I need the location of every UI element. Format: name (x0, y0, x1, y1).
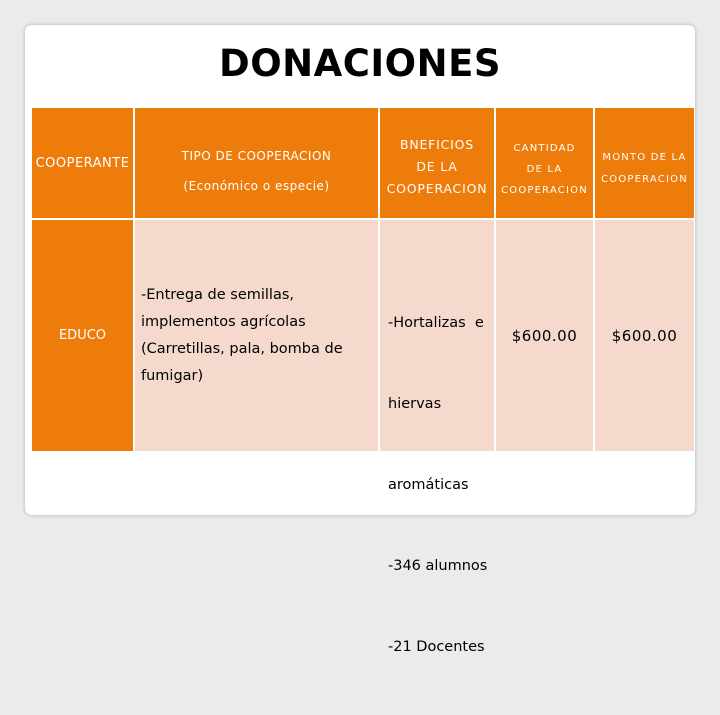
header-tipo-line1: TIPO DE COOPERACION (181, 149, 332, 163)
beneficio-line: -Hortalizas e (388, 315, 484, 331)
header-tipo-line2: (Económico o especie) (183, 179, 330, 193)
monto-value: $600.00 (611, 326, 678, 345)
cell-beneficios (380, 220, 494, 655)
header-beneficios-line3: COOPERACION (386, 181, 488, 196)
beneficio-line: -346 alumnos (388, 558, 488, 574)
cooperante-name: EDUCO (58, 328, 107, 343)
page-title: DONACIONES (218, 42, 502, 85)
cell-monto (595, 220, 694, 451)
header-monto-line1: MONTO DE LA (602, 152, 687, 163)
beneficio-line: aromáticas (388, 477, 469, 493)
cell-tipo (135, 220, 378, 451)
donations-table (32, 108, 694, 655)
header-cooperante: COOPERANTE (32, 108, 133, 218)
tipo-line: implementos agrícolas (141, 314, 306, 330)
header-beneficios (380, 108, 494, 218)
header-cantidad (496, 108, 593, 218)
cantidad-value: $600.00 (511, 326, 578, 345)
cell-cooperante (32, 220, 133, 451)
header-monto (595, 108, 694, 218)
beneficio-line: hiervas (388, 396, 442, 412)
header-cantidad-line3: COOPERACION (501, 185, 588, 196)
beneficio-line: -21 Docentes (388, 639, 485, 655)
header-monto-line2: COOPERACION (601, 174, 688, 185)
header-beneficios-line2: DE LA (416, 159, 458, 174)
header-beneficios-line1: BNEFICIOS (399, 137, 475, 152)
header-tipo (135, 108, 378, 218)
tipo-line: fumigar) (141, 368, 204, 384)
header-cantidad-line2: DE LA (526, 164, 563, 175)
tipo-line: (Carretillas, pala, bomba de (141, 341, 343, 357)
tipo-line: -Entrega de semillas, (141, 287, 295, 303)
header-cantidad-line1: CANTIDAD (513, 143, 576, 154)
cell-cantidad (496, 220, 593, 451)
